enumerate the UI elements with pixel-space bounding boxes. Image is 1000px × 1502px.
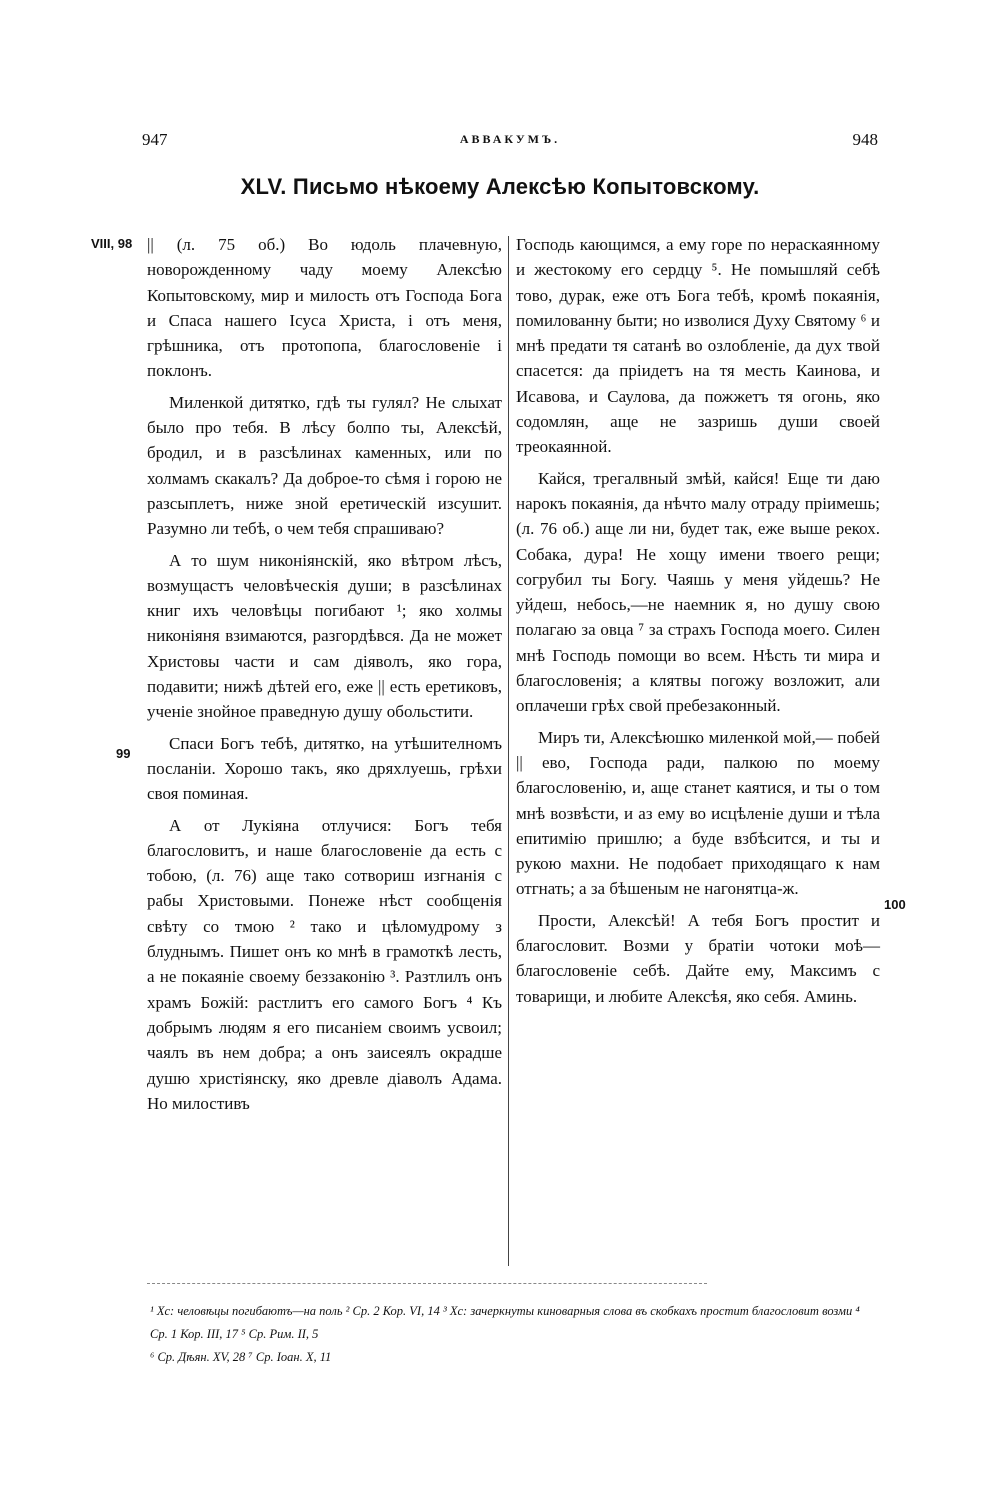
page-header [142,130,878,160]
footnote-rule [147,1283,707,1284]
margin-volume-ref: VIII, 98 [91,236,133,251]
paragraph: А от Лукіяна отлучися: Богъ тебя благословитъ, и наше благословеніе да есть с тобою, (л. 76) аще тако сотвориш изгнанія с рабы Христовыми. Понеже нѣст сообщенія свѣту со тмою ² тако и цѣломудрому з блуднымъ. Пишет онъ ко мнѣ в грамоткѣ лесть, а не покаяніе своему беззаконію ³. Разтлилъ онъ храмъ Божій: растлитъ его самого Богъ ⁴ Къ добрымъ людям я его писаніем своимъ усвоил; чаялъ въ нем добра; а онъ заисеялъ окрадше душю христіянску, яко древле діаволъ Адама. Но милостивъ [147,815,502,1113]
column-divider [508,236,509,1266]
footnote-line: ⁶ Ср. Дѣян. XV, 28 ⁷ Ср. Іоан. X, 11 [150,1350,332,1364]
left-column [147,232,502,1122]
page-number-left: 947 [142,130,168,149]
paragraph: А то шум никоніянскій, яко вѣтром лѣсъ, возмущастъ человѣческія души; в разсѣлинах книг ихъ человѣцы погибают ¹; яко холмы никоніяня взимаются, разгордѣвся. Да не может Христовы части и сам діяволъ, яко гора, подавити; нижѣ дѣтей его, еже || есть еретиковъ, ученіе знойное праведную душу обольстити. [147,550,502,722]
paragraph: Спаси Богъ тебѣ, дитятко, на утѣшителномъ посланіи. Хорошо такъ, яко дряхлуешь, грѣхи своя поминая. [147,733,502,804]
paragraph: Миръ ти, Алексѣюшко миленкой мой,— побей || ево, Господа ради, палкою по моему благословенію, и, аще станет каятися, и ты о том мнѣ возвѣсти, и аз ему во исцѣленіе души и тѣла епитимію пришлю; а буде взбѣсится, и ты и рукою махни. Не подобает приходящаго к нам отгнать; а за бѣшеным не нагонятца-ж. [516,727,880,899]
footnotes [150,1300,880,1369]
paragraph: Господь кающимся, а ему горе по нераскаянному и жестокому его сердцу ⁵. Не помышляй себѣ тово, дурак, еже отъ Бога тебѣ, кромѣ покаянія, помилованну быти; но изволися Духу Святому ⁶ и мнѣ предати тя сатанѣ во озлобленіе, да дух твой спасется: да пріидетъ на тя месть Каинова, и Исавова, и Саулова, да пожжетъ тя огонь, яко содомлян, аще не зазришь души своей треокаянной. [516,235,880,457]
paragraph: Прости, Алексѣй! А тебя Богъ простит и благословит. Возми у братіи чотоки моѣ—благословеніе себѣ. Дайте ему, Максимъ с товарищи, и любите Алексѣя, яко себя. Аминь. [516,910,880,1006]
paragraph: Кайся, трегалвный змѣй, кайся! Еще ти даю нарокъ покаянія, да нѣчто малу отраду пріимешь; (л. 76 об.) аще ли ни, будет так, еже выше рекох. Собака, дура! Не хощу имени твоего рещи; согрубил ты Богу. Чаяшь у меня уйдешь? Не уйдеш, небось,—не наемник я, но душу свою полагаю за овца ⁷ за страхъ Господа моего. Силен мнѣ Господь помощи во всем. Нѣсть ти мира и благословенія; а клятвы погожу возложит, али оплачеши грѣх свой пребезаконный. [516,468,880,716]
letter-title: XLV. Письмо нѣкоему Алексѣю Копытовскому. [240,174,760,199]
paragraph: || (л. 75 об.) Во юдоль плачевную, новорожденному чаду моему Алексѣю Копытовскому, мир и милость отъ Господа Бога и Спаса нашего Ісуса Христа, і отъ меня, грѣшника, отъ протопопа, благословеніе і поклонъ. [147,235,502,381]
paragraph: Миленкой дитятко, гдѣ ты гулял? Не слыхат было про тебя. В лѣсу болпо ты, Алексѣй, бродил, и в разсѣлинах каменных, или по холмамъ скакалъ? Да доброе-то сѣмя і горою не разсыплетъ, ниже зной еретическій изсушит. Разумно ли тебѣ, о чем тебя спрашиваю? [147,392,502,539]
margin-page-ref-99: 99 [116,746,131,761]
margin-page-ref-100: 100 [884,897,906,912]
footnote-line: ¹ Хс: человѣцы погибаютъ—на поль ² Ср. 2 Кор. VI, 14 ³ Хс: зачеркнуты киноварныя слова въ скобкахъ простит благословит возми ⁴ Ср. 1 Кор. III, 17 ⁵ Ср. Рим. II, 5 [150,1304,860,1341]
running-title: АВВАКУМЪ. [459,132,561,146]
page-number-right: 948 [852,130,878,149]
right-column [516,232,880,1015]
